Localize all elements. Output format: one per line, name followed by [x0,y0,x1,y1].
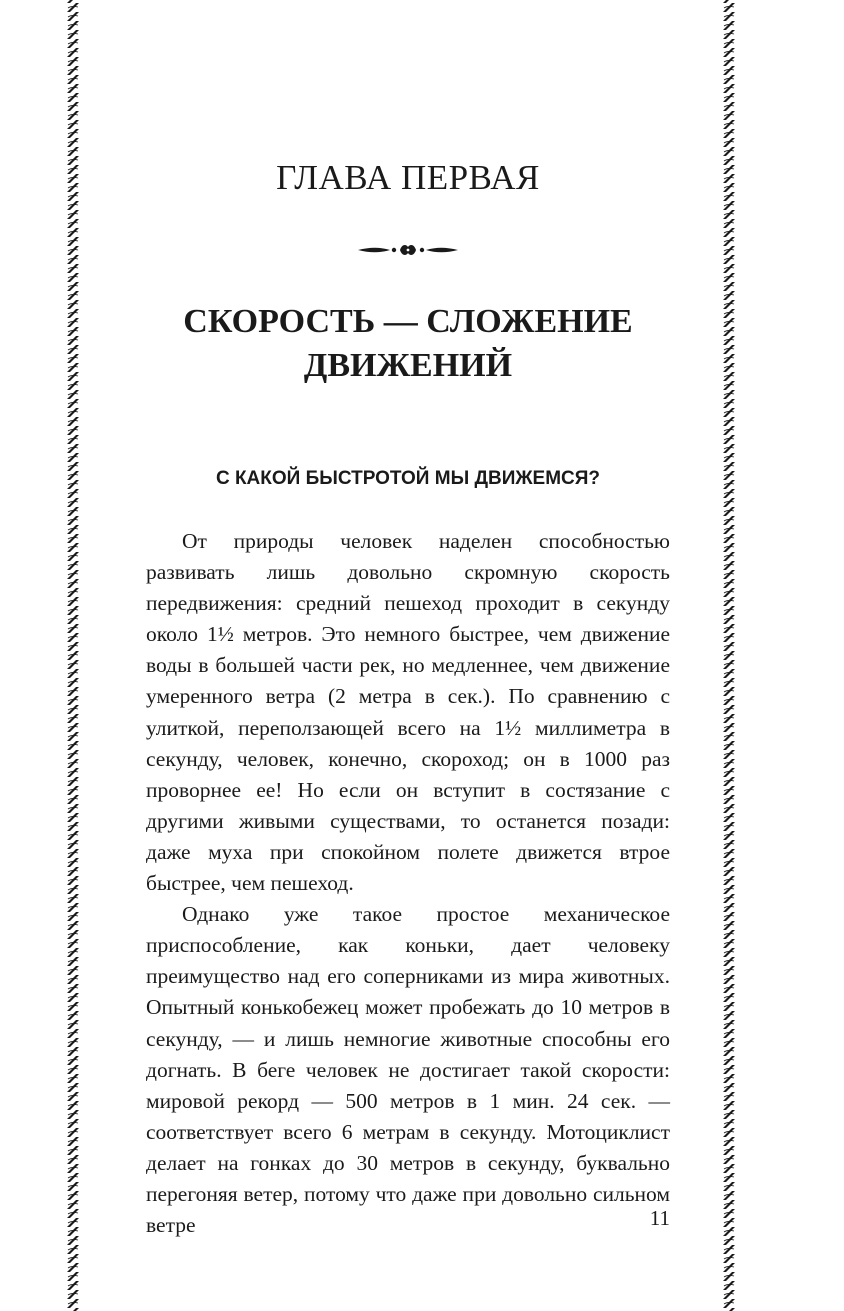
fleuron-divider-icon [356,241,460,259]
subsection-heading: С КАКОЙ БЫСТРОТОЙ МЫ ДВИЖЕМСЯ? [215,468,601,489]
body-text [146,526,670,1241]
section-title [100,300,716,388]
page-number: 11 [649,1206,670,1230]
chapter-title: ГЛАВА ПЕРВАЯ [276,158,540,197]
paragraph-2: Однако уже такое простое механическое приспособление, как коньки, дает человеку преимущество над его соперниками из мира животных. Опытный конькобежец может пробежать до 10 метров в секунду, — и лишь немногие животные способны его догнать. В беге человек не достигает такой скорости: мировой рекорд — 500 метров в 1 мин. 24 сек. — соответствует всего 6 метрам в секунду. Мотоциклист делает на гонках до 30 метров в секунду, буквально перегоняя ветер, потому что даже при довольно сильном ветре [146,902,670,1238]
rope-border-right-icon [722,0,736,1311]
section-title-line-2: ДВИЖЕНИЙ [303,347,513,384]
rope-border-left-icon [66,0,80,1311]
paragraph-1: От природы человек наделен способностью развивать лишь довольно скромную скорость передвижения: средний пешеход проходит в секунду около 1½ метров. Это немного быстрее, чем движение воды в большей части рек, но медленнее, чем движение умеренного ветра (2 метра в сек.). По сравнению с улиткой, переползающей всего на 1½ миллиметра в секунду, человек, конечно, скороход; он в 1000 раз проворнее ее! Но если он вступит в состязание с другими живыми существами, то останется позади: даже муха при спокойном полете движется втрое быстрее, чем пешеход. [146,529,670,896]
section-title-line-1: СКОРОСТЬ — СЛОЖЕНИЕ [183,303,633,340]
